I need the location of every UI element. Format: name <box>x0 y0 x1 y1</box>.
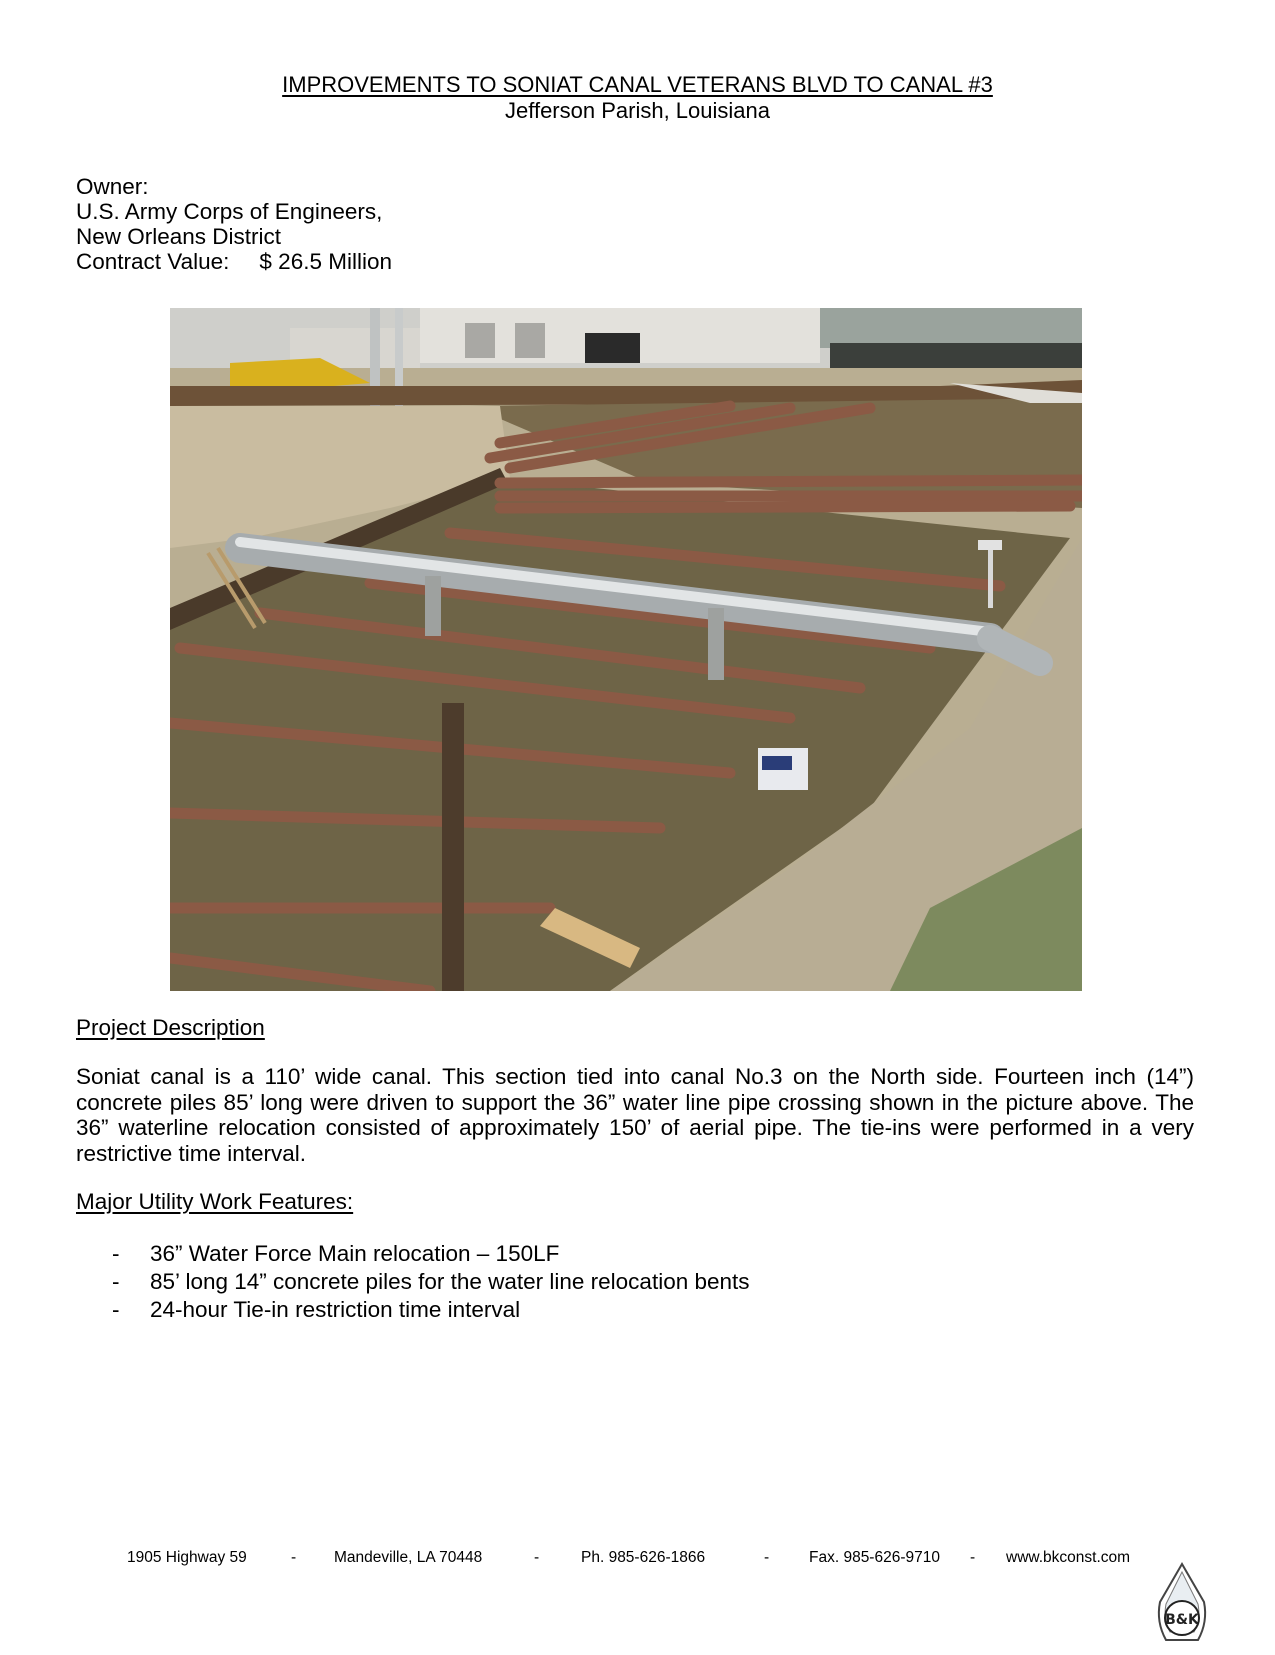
footer-separator: - <box>764 1549 770 1566</box>
footer-separator: - <box>970 1549 976 1566</box>
footer-address: 1905 Highway 59 <box>127 1549 247 1566</box>
list-item-text: 24-hour Tie-in restriction time interval <box>150 1297 521 1322</box>
list-item <box>112 1240 750 1268</box>
owner-block <box>76 174 392 274</box>
list-bullet: - <box>112 1297 120 1322</box>
project-description-text: Soniat canal is a 110’ wide canal. This section tied into canal No.3 on the North side. Fourteen inch (14”) concrete piles 85’ long were driven to support the 36” water line pipe crossing shown in the picture above. The 36” waterline relocation consisted of approximately 150’ of aerial pipe. The tie-ins were performed in a very restrictive time interval. <box>76 1064 1194 1166</box>
header <box>0 72 1275 124</box>
list-item <box>112 1296 750 1324</box>
company-logo <box>1152 1562 1212 1650</box>
owner-label: Owner: <box>76 174 149 199</box>
project-description-heading: Project Description <box>76 1015 265 1040</box>
footer-separator: - <box>291 1549 297 1566</box>
list-bullet: - <box>112 1241 120 1266</box>
list-item <box>112 1268 750 1296</box>
footer-city: Mandeville, LA 70448 <box>334 1549 483 1566</box>
contract-value-row <box>76 249 392 274</box>
logo-text: B&K <box>1165 1612 1199 1628</box>
contract-value-label: Contract Value: <box>76 249 230 274</box>
owner-name-line2: New Orleans District <box>76 224 282 249</box>
page-title: IMPROVEMENTS TO SONIAT CANAL VETERANS BLVD TO CANAL #3 <box>282 72 993 97</box>
list-item-text: 36” Water Force Main relocation – 150LF <box>150 1241 560 1266</box>
footer-phone: Ph. 985-626-1866 <box>581 1549 706 1566</box>
footer-separator: - <box>534 1549 540 1566</box>
major-features-list <box>112 1240 750 1324</box>
footer-website[interactable]: www.bkconst.com <box>1006 1549 1131 1566</box>
footer <box>0 1549 1275 1571</box>
major-features-heading: Major Utility Work Features: <box>76 1189 354 1214</box>
list-bullet: - <box>112 1269 120 1294</box>
owner-name-line1: U.S. Army Corps of Engineers, <box>76 199 383 224</box>
footer-fax: Fax. 985-626-9710 <box>809 1549 940 1566</box>
project-photo <box>170 308 1082 991</box>
page-subtitle: Jefferson Parish, Louisiana <box>505 98 770 123</box>
list-item-text: 85’ long 14” concrete piles for the water line relocation bents <box>150 1269 750 1294</box>
contract-value: $ 26.5 Million <box>259 249 392 274</box>
